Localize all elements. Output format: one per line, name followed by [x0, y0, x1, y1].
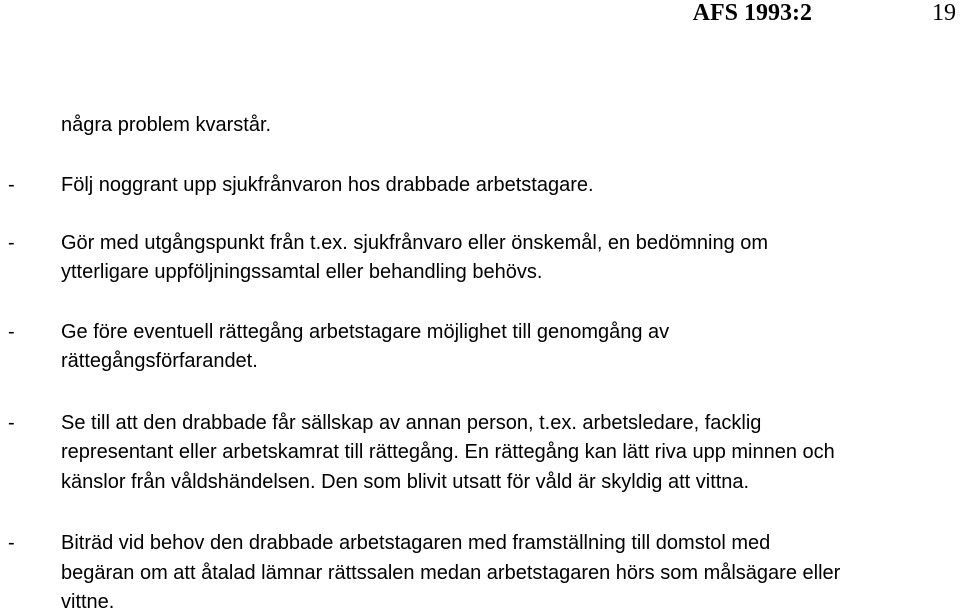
paragraph-line: representant eller arbetskamrat till rättegång. En rättegång kan lätt riva upp minnen och — [61, 441, 835, 463]
page-number: 19 — [932, 0, 956, 26]
paragraph-line: känslor från våldshändelsen. Den som blivit utsatt för våld är skyldig att vittna. — [61, 471, 750, 493]
list-bullet: - — [8, 174, 15, 196]
document-code: AFS 1993:2 — [692, 0, 812, 26]
paragraph-line: Följ noggrant upp sjukfrånvaron hos drabbade arbetstagare. — [61, 174, 594, 196]
list-bullet: - — [8, 532, 15, 554]
paragraph-line: Se till att den drabbade får sällskap av annan person, t.ex. arbetsledare, facklig — [61, 412, 762, 434]
page-header — [0, 0, 960, 30]
paragraph-line: begäran om att åtalad lämnar rättssalen medan arbetstagaren hörs som målsägare eller — [61, 562, 841, 584]
paragraph-line: rättegångsförfarandet. — [61, 350, 258, 372]
paragraph-line: vittne. — [61, 591, 115, 613]
paragraph-line: Gör med utgångspunkt från t.ex. sjukfrånvaro eller önskemål, en bedömning om — [61, 232, 769, 254]
paragraph-line: Ge före eventuell rättegång arbetstagare möjlighet till genomgång av — [61, 321, 670, 343]
list-bullet: - — [8, 321, 15, 343]
paragraph-line: ytterligare uppföljningssamtal eller behandling behövs. — [61, 261, 543, 283]
list-bullet: - — [8, 232, 15, 254]
list-bullet: - — [8, 412, 15, 434]
paragraph-line: några problem kvarstår. — [61, 114, 272, 136]
paragraph-line: Biträd vid behov den drabbade arbetstagaren med framställning till domstol med — [61, 532, 771, 554]
